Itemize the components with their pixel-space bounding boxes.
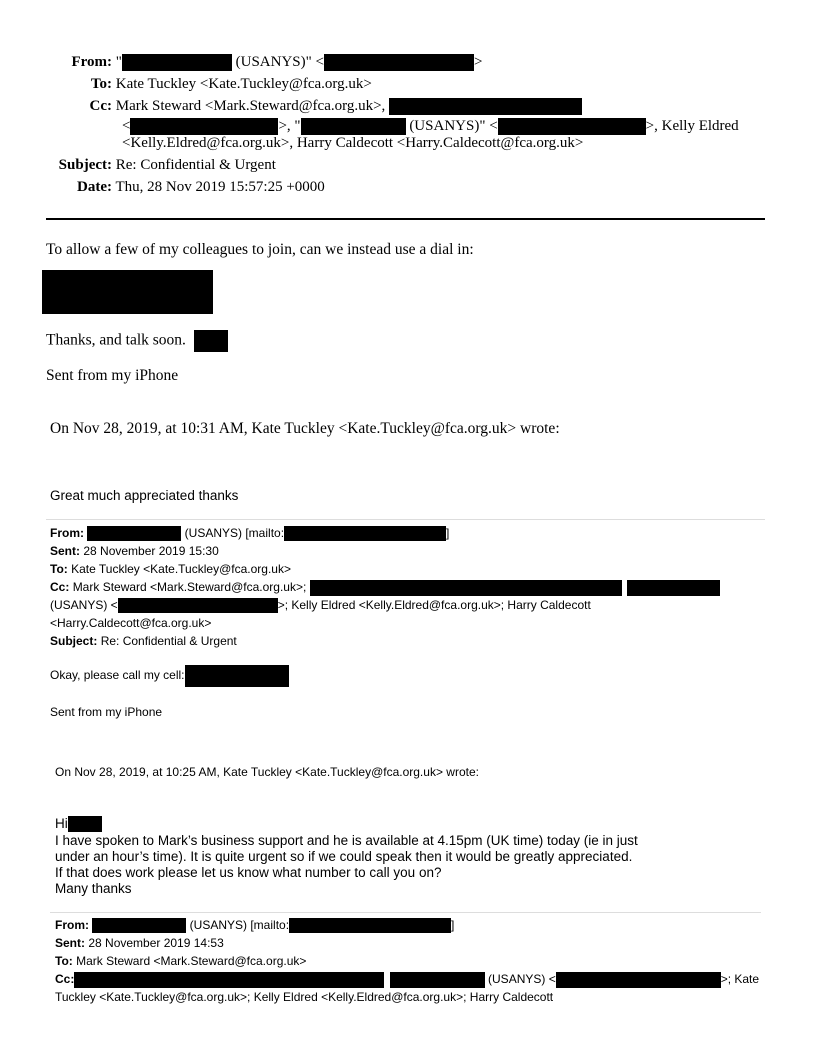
date-label: Date:: [77, 179, 112, 195]
from-row: [0, 52, 482, 73]
header-divider: [46, 218, 765, 220]
msg3-text: Okay, please call my cell:: [50, 665, 289, 687]
msg2-cc-2: (USANYS) < >; Kelly Eldred <Kelly.Eldred@fca.org.uk>; Harry Caldecott: [50, 598, 591, 612]
msg2-to: To: Kate Tuckley <Kate.Tuckley@fca.org.uk>: [50, 562, 291, 576]
redaction: [122, 54, 232, 71]
subject-row: [0, 155, 276, 176]
body-thanks: Thanks, and talk soon.: [46, 330, 228, 352]
redaction: [324, 54, 474, 71]
subject-label: Subject:: [58, 157, 112, 173]
to-value: Kate Tuckley <Kate.Tuckley@fca.org.uk>: [115, 76, 372, 92]
from-label: From:: [71, 54, 112, 70]
msg2-sent: Sent: 28 November 2019 15:30: [50, 544, 219, 558]
msg4-p2: under an hour’s time). It is quite urgent so if we could speak then it would be greatly appreciated.: [55, 849, 633, 864]
cc-row: [0, 96, 582, 117]
redaction: [289, 918, 451, 933]
msg2-subject: Subject: Re: Confidential & Urgent: [50, 634, 237, 648]
msg2-cc: Cc: Mark Steward <Mark.Steward@fca.org.uk>;: [50, 578, 720, 596]
msg4-hi: Hi: [55, 816, 102, 832]
quote-line-1: On Nov 28, 2019, at 10:31 AM, Kate Tuckley <Kate.Tuckley@fca.org.uk> wrote:: [50, 420, 560, 437]
msg4-cc-2: Tuckley <Kate.Tuckley@fca.org.uk>; Kelly Eldred <Kelly.Eldred@fca.org.uk>; Harry Caldecott: [55, 990, 554, 1004]
redaction: [194, 330, 228, 352]
redaction: [627, 580, 720, 596]
from-open-quote: ": [115, 54, 122, 70]
msg4-sent: Sent: 28 November 2019 14:53: [55, 936, 224, 950]
cc-label: Cc:: [89, 98, 112, 114]
redaction: [87, 526, 181, 541]
redaction: [118, 598, 278, 613]
date-value: Thu, 28 Nov 2019 15:57:25 +0000: [115, 179, 325, 195]
redaction: [390, 972, 485, 988]
from-close: >: [473, 54, 483, 70]
redaction: [74, 972, 384, 988]
redaction: [68, 816, 102, 832]
msg4-p4: Many thanks: [55, 881, 132, 896]
body-sent: Sent from my iPhone: [46, 367, 179, 384]
redaction: [556, 972, 721, 988]
msg2-text: Great much appreciated thanks: [50, 488, 239, 503]
to-row: [0, 74, 372, 95]
redaction: [284, 526, 446, 541]
redaction: [92, 918, 186, 933]
body-line1: To allow a few of my colleagues to join, can we instead use a dial in:: [46, 241, 474, 258]
msg4-p1: I have spoken to Mark’s business support and he is available at 4.15pm (UK time) today (ie in just: [55, 833, 638, 848]
msg4-to: To: Mark Steward <Mark.Steward@fca.org.uk>: [55, 954, 307, 968]
msg4-from: From: (USANYS) [mailto: ]: [55, 918, 455, 932]
from-mid: (USANYS)" <: [231, 54, 324, 70]
msg4-p3: If that does work please let us know what number to call you on?: [55, 865, 442, 880]
cc-line2: < >, " (USANYS)" < >, Kelly Eldred: [122, 118, 739, 134]
msg2-cc-3: <Harry.Caldecott@fca.org.uk>: [50, 616, 212, 630]
redaction: [185, 665, 289, 687]
msg2-divider: [46, 519, 765, 520]
msg4-divider: [50, 912, 761, 913]
date-row: [0, 177, 325, 198]
cc-line1: Mark Steward <Mark.Steward@fca.org.uk>,: [115, 98, 386, 114]
redaction-dial-in: [42, 270, 213, 314]
msg3-quote: On Nov 28, 2019, at 10:25 AM, Kate Tuckley <Kate.Tuckley@fca.org.uk> wrote:: [55, 765, 479, 779]
to-label: To:: [90, 76, 112, 92]
redaction: [389, 98, 582, 115]
cc-line3: <Kelly.Eldred@fca.org.uk>, Harry Caldecott <Harry.Caldecott@fca.org.uk>: [122, 135, 584, 151]
redaction: [310, 580, 622, 596]
subject-value: Re: Confidential & Urgent: [115, 157, 276, 173]
msg2-from: From: (USANYS) [mailto: ]: [50, 526, 450, 540]
msg4-cc: Cc: (USANYS) < >; Kate: [55, 972, 760, 986]
msg3-sent: Sent from my iPhone: [50, 705, 163, 719]
